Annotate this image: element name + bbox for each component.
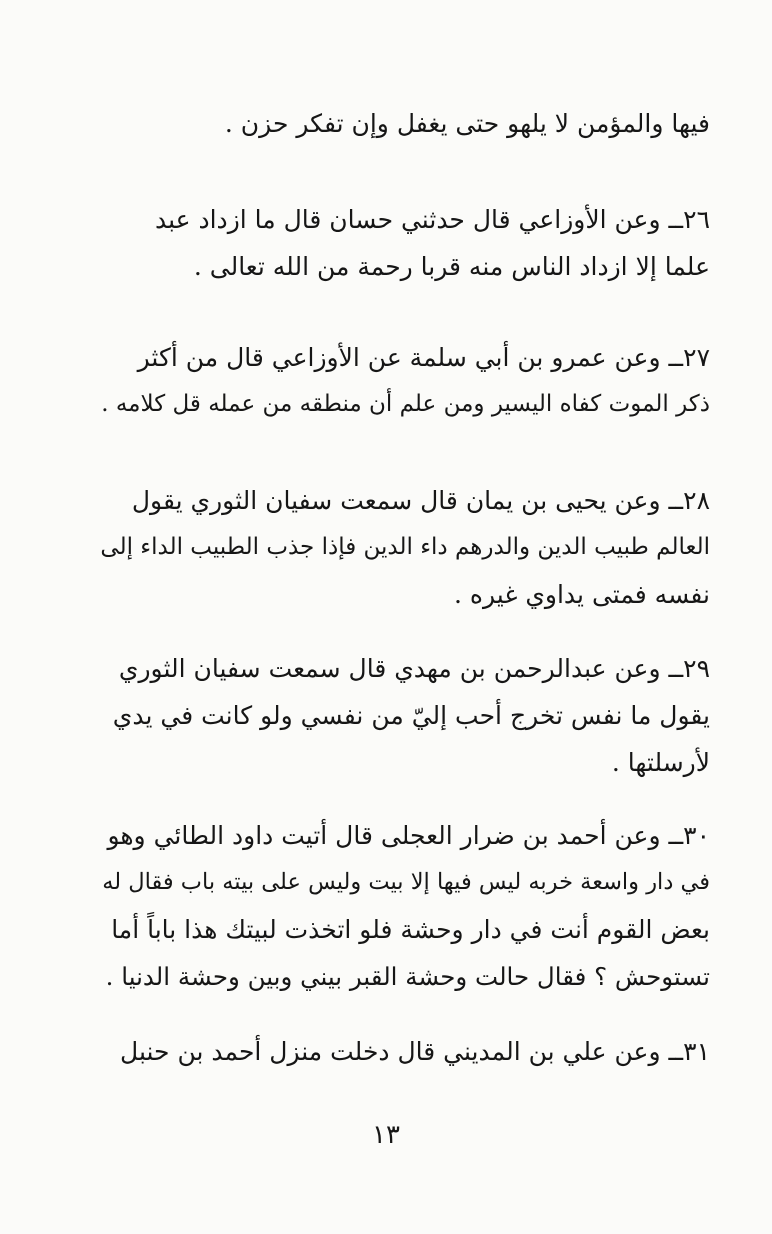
text-line: ذكر الموت كفاه اليسير ومن علم أن منطقه من عمله قل كلامه . (101, 391, 710, 417)
text-line: ٢٩ــ وعن عبدالرحمن بن مهدي قال سمعت سفيان الثوري (118, 654, 710, 683)
text-line: علما إلا ازداد الناس منه قربا رحمة من الله تعالى . (193, 252, 710, 281)
text-line: لأرسلتها . (611, 748, 710, 777)
paragraph-continuation (100, 100, 710, 147)
text-line: ٢٦ــ وعن الأوزاعي قال حدثني حسان قال ما ازداد عبد (154, 205, 710, 234)
text-line: ٣١ــ وعن علي بن المديني قال دخلت منزل أحمد بن حنبل (120, 1037, 710, 1066)
paragraph-29 (100, 645, 710, 786)
text-line: في دار واسعة خربه ليس فيها إلا بيت وليس على بيته باب فقال له (102, 869, 710, 895)
paragraph-28 (100, 477, 710, 618)
text-line: بعض القوم أنت في دار وحشة فلو اتخذت لبيتك هذا باباً أما (111, 915, 710, 944)
page-number: ١٣ (372, 1120, 400, 1150)
paragraph-31 (100, 1028, 710, 1075)
paragraph-26 (100, 196, 710, 290)
text-line: ٣٠ــ وعن أحمد بن ضرار العجلى قال أتيت داود الطائي وهو (107, 821, 710, 850)
paragraph-27 (100, 334, 710, 428)
text-line: نفسه فمتى يداوي غيره . (453, 580, 710, 609)
text-line: تستوحش ؟ فقال حالت وحشة القبر بيني وبين وحشة الدنيا . (105, 962, 710, 991)
text-line: ٢٧ــ وعن عمرو بن أبي سلمة عن الأوزاعي قال من أكثر (137, 343, 710, 372)
paragraph-30 (100, 812, 710, 1000)
text-line: يقول ما نفس تخرج أحب إليّ من نفسي ولو كانت في يدي (112, 701, 710, 730)
text-line: ٢٨ــ وعن يحيى بن يمان قال سمعت سفيان الثوري يقول (131, 486, 710, 515)
text-line: فيها والمؤمن لا يلهو حتى يغفل وإن تفكر حزن . (224, 109, 710, 138)
text-line: العالم طبيب الدين والدرهم داء الدين فإذا جذب الطبيب الداء إلى (100, 534, 710, 560)
